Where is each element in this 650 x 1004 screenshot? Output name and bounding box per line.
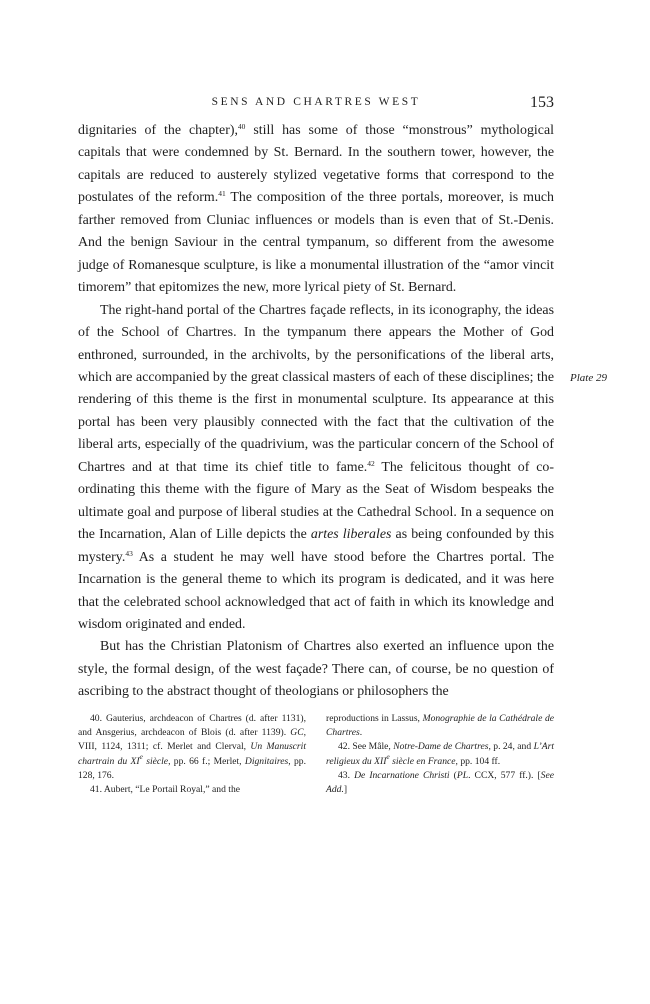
italic-text: Dignitaires: [244, 755, 289, 767]
footnote-marker: 40: [237, 122, 246, 131]
text-run: (: [449, 769, 457, 781]
footnote: [78, 783, 306, 797]
text-run: . CCX, 577 ff.). [: [468, 769, 541, 781]
italic-text: artes liberales: [310, 527, 392, 543]
italic-text: See Add.: [326, 769, 554, 796]
footnote-marker: e: [139, 751, 143, 761]
footnote-continuation: [326, 712, 554, 740]
italic-text: L’Art religieux du XII: [326, 741, 554, 767]
page-number: 153: [530, 94, 554, 111]
plate-reference: Plate 29: [570, 372, 607, 384]
italic-text: GC: [290, 727, 304, 739]
italic-text: siècle en France: [389, 755, 456, 767]
running-head: [78, 94, 554, 114]
footnotes: [78, 712, 554, 797]
text-run: The composition of the three portals, moreover, is much farther removed from Cluniac influences or models than is even that of St.-Denis. And the benign Saviour in the central tympanum, so different from the awesome judge of Romanesque sculpture, is like a monumental illustration of the “amor vincit timorem” that epitomizes the new, more lyrical piety of St. Bernard.: [78, 190, 555, 296]
italic-text: Notre-Dame de Chartres: [393, 741, 489, 753]
italic-text: De Incarnatione Christi: [354, 769, 450, 781]
footnote-marker: 43: [125, 548, 133, 558]
footnote-marker: 42: [367, 458, 375, 468]
text-run: The right-hand portal of the Chartres façade reflects, in its iconography, the ideas of the School of Chartres. In the tympanum there appears the Mother of God enthroned, surrounded, in the archivolts, by the personifications of the liberal arts, which are accompanied by the great classical masters of each of these disciplines; the rendering of this theme is the first in monumental sculpture. Its appearance at this portal has been very plausibly connected with the fact that the cultivation of the liberal arts, especially of the quadrivium, was the particular concern of the School of Chartres and at that time its chief title to fame.: [78, 302, 554, 475]
text-run: dignitaries of the chapter),: [78, 123, 238, 138]
text-run: 41. Aubert, “Le Portail Royal,” and the: [90, 784, 240, 796]
text-run: still has some of those “monstrous” mythological capitals that were condemned by St. Bernard. In the southern tower, however, the capitals are reduced to austerely stylized vegetative forms that correspond to the postulates of the reform.: [78, 123, 554, 206]
footnote-column-right: [326, 712, 554, 797]
text-run: as being confounded by this mystery.: [78, 527, 554, 565]
footnote: [78, 712, 306, 783]
paragraph: [78, 636, 554, 703]
running-title: SENS AND CHARTRES WEST: [211, 96, 421, 108]
text-run: , pp. 128, 176.: [78, 755, 306, 781]
text-run: 43.: [338, 769, 355, 781]
italic-text: PL: [456, 769, 469, 781]
text-run: , pp. 66 f.; Merlet,: [168, 755, 245, 767]
text-run: As a student he may well have stood before the Chartres portal. The Incarnation is the general theme to which its program is dedicated, and it was here that the celebrated school acknowledged that act of faith in which its knowledge and wisdom originated and ended.: [78, 549, 554, 632]
text-run: .: [359, 727, 363, 739]
text-run: ]: [343, 784, 348, 796]
text-run: , pp. 104 ff.: [455, 755, 501, 767]
italic-text: siècle: [142, 755, 169, 767]
italic-text: Un Manuscrit chartrain du XI: [78, 741, 306, 767]
text-run: But has the Christian Platonism of Chartres also exerted an influence upon the style, the formal design, of the west façade? There can, of course, be no question of ascribing to the abstract thought of theologians or philosophers the: [78, 639, 554, 700]
footnote-marker: 41: [218, 189, 226, 199]
paragraph: [78, 300, 554, 637]
paragraph: [78, 120, 554, 300]
italic-text: Monographie de la Cathédrale de Chartres: [326, 713, 554, 739]
text-run: VIII, 1124, 1311; cf. Merlet and Clerval,: [78, 741, 251, 753]
text-run: The felicitous thought of co-ordinating this theme with the figure of Mary as the Seat of Wisdom bespeaks the ultimate goal and purpose of liberal studies at the Cathedral School. In a sequence on the Incarnation, Alan of Lille depicts the: [78, 459, 554, 543]
text-run: ,: [303, 727, 306, 739]
body-text: [78, 120, 554, 704]
footnote-column-left: [78, 712, 306, 797]
text-run: 42. See Mâle,: [338, 741, 394, 753]
text-run: , p. 24, and: [488, 741, 534, 753]
footnote: [326, 769, 554, 797]
footnote-marker: e: [386, 751, 390, 761]
text-run: reproductions in Lassus,: [326, 713, 423, 724]
text-run: 40. Gauterius, archdeacon of Chartres (d. after 1131), and Ansgerius, archdeacon of Blois (d. after 1139).: [78, 713, 306, 739]
footnote: [326, 740, 554, 768]
